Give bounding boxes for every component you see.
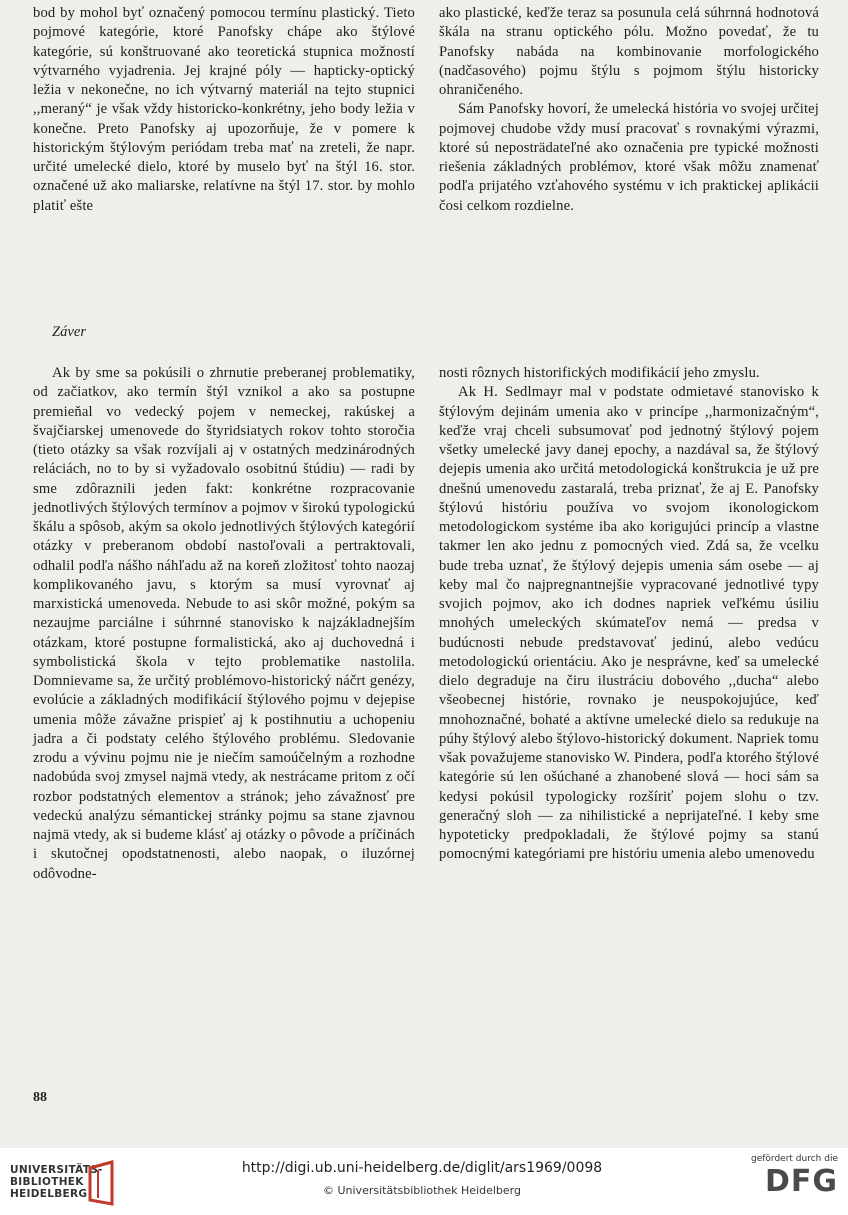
top-right-column bbox=[439, 4, 819, 216]
library-name: UNIVERSITÄTS- BIBLIOTHEK HEIDELBERG bbox=[10, 1164, 103, 1200]
copyright-notice: © Universitätsbibliothek Heidelberg bbox=[322, 1184, 521, 1197]
paragraph: ako plastické, keďže teraz sa posunula celá súhrnná hodnotová škála na stranu optického pólu. Možno povedať, že tu Panofsky nabáda na kombinovanie morfologického (nadčasového) pojmu štýlu s pojmom štýlu historicky ohraničeného. bbox=[439, 5, 819, 98]
library-emblem-icon bbox=[86, 1160, 116, 1206]
paragraph: bod by mohol byť označený pomocou termínu plastický. Tieto pojmové kategórie, ktoré Panofsky chápe ako štýlové kategórie, sú konštruované ako teoretická stupnica možností výtvarného vyjadrenia. Jej krajné póly — hapticky-optický ležia v nekonečne, no ich výtvarný materiál na tejto stupnici ,,meraný“ je však vždy historicko-konkrétny, jeho body ležia v konečne. Preto Panofsky aj upozorňuje, že v pomere k historickým štýlovým periódam treba mať na zreteli, že napr. určité umelecké dielo, ktoré by muselo byť na štýl 16. stor. označené už ako maliarske, relatívne na štýl 17. stor. by mohlo platiť ešte bbox=[33, 5, 415, 214]
paragraph: Ak by sme sa pokúsili o zhrnutie preberanej problematiky, od začiatkov, ako termín štýl vznikol a ako sa postupne premieňal vo vedecký pojem v nemeckej, rakúskej a švajčiarskej umenovede do štyridsiatych rokov tohto storočia (tieto otázky sa však rozvíjali aj v ostatných medzinárodných reláciách, no to by si vyžadovalo osobitnú štúdiu) — radi by sme zdôraznili jeden fakt: konkrétne rozpracovanie jednotlivých štýlových termínov a pojmov v širokú typologickú škálu a spôsob, akým sa okolo jednotlivých štýlových kategórií otázky v preberanom období nastoľovali a pertraktovali, odhalil podľa nášho náhľadu až na koreň zložitosť tohto naozaj komplikovaného javu, s ktorým sa musí vyrovnať aj marxistická umenoveda. Nebude to asi skôr možné, pokým sa nezaujme parciálne i súhrnné stanovisko k najzákladnejším otázkam, ktoré postupne formalistická, ako aj duchovedná i symbolistická škola v tejto problematike nastolila. Domnievame sa, že určitý problémovo-historický náčrt genézy, evolúcie a základných modifikácií štýlového pojmu v dejepise umenia môže závažne prispieť aj k postihnutiu a uchopeniu jadra a či podstaty celého štýlového problému. Sledovanie zrodu a vývinu pojmu nie je niečím samoúčelným a rozhodne nadobúda svoj zmysel najmä vtedy, ak nestrácame pritom z očí rozbor podstatných elementov a stránok; jeho závažnosť pre vedeckú analýzu sémantickej stránky pojmu sa stane zjavnou najmä vtedy, ak si budeme klásť aj otázky o pôvode a príčinách i skutočnej opodstatnenosti, alebo naopak, o iluzórnej odôvodne- bbox=[33, 365, 415, 882]
page-number: 88 bbox=[33, 1090, 47, 1105]
funder-logo[interactable] bbox=[748, 1154, 838, 1198]
permalink-url[interactable]: http://digi.ub.uni-heidelberg.de/diglit/ars1969/0098 bbox=[241, 1160, 603, 1176]
section-heading: Záver bbox=[52, 324, 87, 340]
viewer-footer bbox=[0, 1148, 848, 1215]
paragraph: Ak H. Sedlmayr mal v podstate odmietavé stanovisko k štýlovým dejinám umenia ako v princípe ,,harmonizačným“, keďže vraj chceli subsumovať pod jednotný štýlový pojem všetky umelecké javy danej epochy, a nazdával sa, že štýlový dejepis umenia ako určitá metodologická konštrukcia je už pre dnešnú umenovedu zastaralá, treba priznať, že aj E. Panofsky štýlovú históriu používa vo svojom ikonologickom metodologickom systéme iba ako korigujúci princíp a vlastne takmer len ako jednu z pomocných vied. Zdá sa, že vcelku bude treba uznať, že štýlový dejepis umenia sám osebe — aj keby mal čo najpregnantnejšie vypracované jednotlivé typy svojich pojmov, ako ich dodnes napriek veľkému úsiliu mnohých umeleckých skúmateľov nemá — predsa v budúcnosti nebude predstavovať jedinú, alebo vedúcu metodologickú orientáciu. Ako je nesprávne, keď sa umelecké dielo degraduje na čiru ilustráciu dobového ,,ducha“ alebo všeobecnej histórie, rovnako je neuspokojujúce, keď mnohoznačné, bohaté a aktívne umelecké dielo sa redukuje na púhy štýlový alebo štýlovo-historický dokument. Napriek tomu však považujeme stanovisko W. Pindera, podľa ktorého štýlové kategórie sú len ošúchané a zhanobené slová — hoci sám sa kedysi pokúsil typologicky rozšíriť pojem slohu o tzv. generačný sloh — za nihilistické a neprijateľné. I keby sme hypoteticky predpokladali, že štýlové pojmy sa stanú pomocnými kategóriami pre históriu umenia alebo umenovedu bbox=[439, 384, 819, 863]
dfg-logo: DFG bbox=[764, 1164, 838, 1199]
funder-label: gefördert durch die bbox=[751, 1154, 838, 1164]
bottom-right-column bbox=[439, 364, 819, 865]
paragraph: Sám Panofsky hovorí, že umelecká história vo svojej určitej pojmovej chudobe vždy musí pracovať s rovnakými výrazmi, ktoré sú neposträdateľné ako označenia pre typické možnosti riešenia základných problémov, ktoré však môžu znamenať podľa prijatého vzťahového systému v ich praktickej aplikácii čosi celkom rozdielne. bbox=[439, 101, 819, 214]
top-left-column bbox=[33, 4, 415, 216]
bottom-left-column bbox=[33, 364, 415, 884]
paragraph: nosti rôznych historifických modifikácií jeho zmyslu. bbox=[439, 365, 760, 381]
